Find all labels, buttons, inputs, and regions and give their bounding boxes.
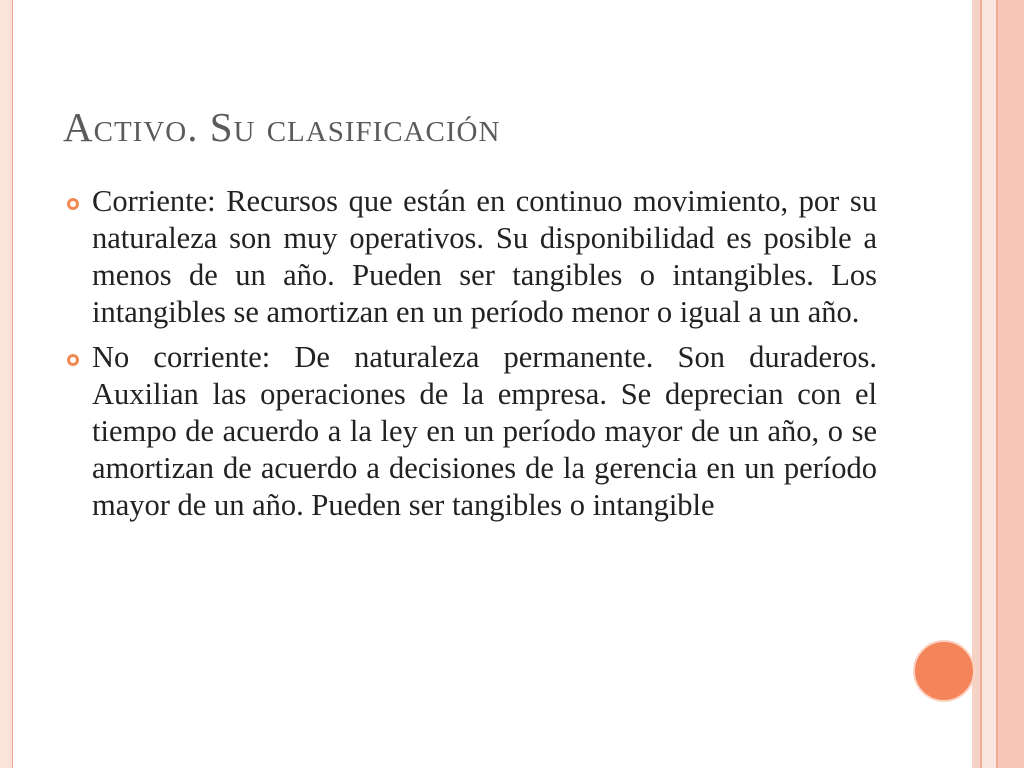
- bullet-item-corriente: [92, 183, 877, 331]
- ring-bullet-icon: [67, 354, 79, 366]
- bullet-item-no-corriente: [92, 339, 877, 524]
- orange-circle-icon: [913, 640, 975, 702]
- slide-title: Activo. Su clasificación: [63, 104, 501, 150]
- left-frame-border: [0, 0, 13, 768]
- bullet-text: No corriente: De naturaleza permanente. Son duraderos. Auxilian las operaciones de la empresa. Se deprecian con el tiempo de acuerdo a la ley en un período mayor de un año, o se amortizan de acuerdo a decisiones de la gerencia en un período mayor de un año. Pueden ser tangibles o intangible: [92, 340, 877, 522]
- bullet-text: Corriente: Recursos que están en continuo movimiento, por su naturaleza son muy operativos. Su disponibilidad es posible a menos de un año. Pueden ser tangibles o intangibles. Los intangibles se amortizan en un período menor o igual a un año.: [92, 184, 877, 329]
- right-frame-stripes: [972, 0, 1024, 768]
- ring-bullet-icon: [67, 198, 79, 210]
- bullet-list: [92, 183, 877, 532]
- slide-canvas: [13, 0, 972, 768]
